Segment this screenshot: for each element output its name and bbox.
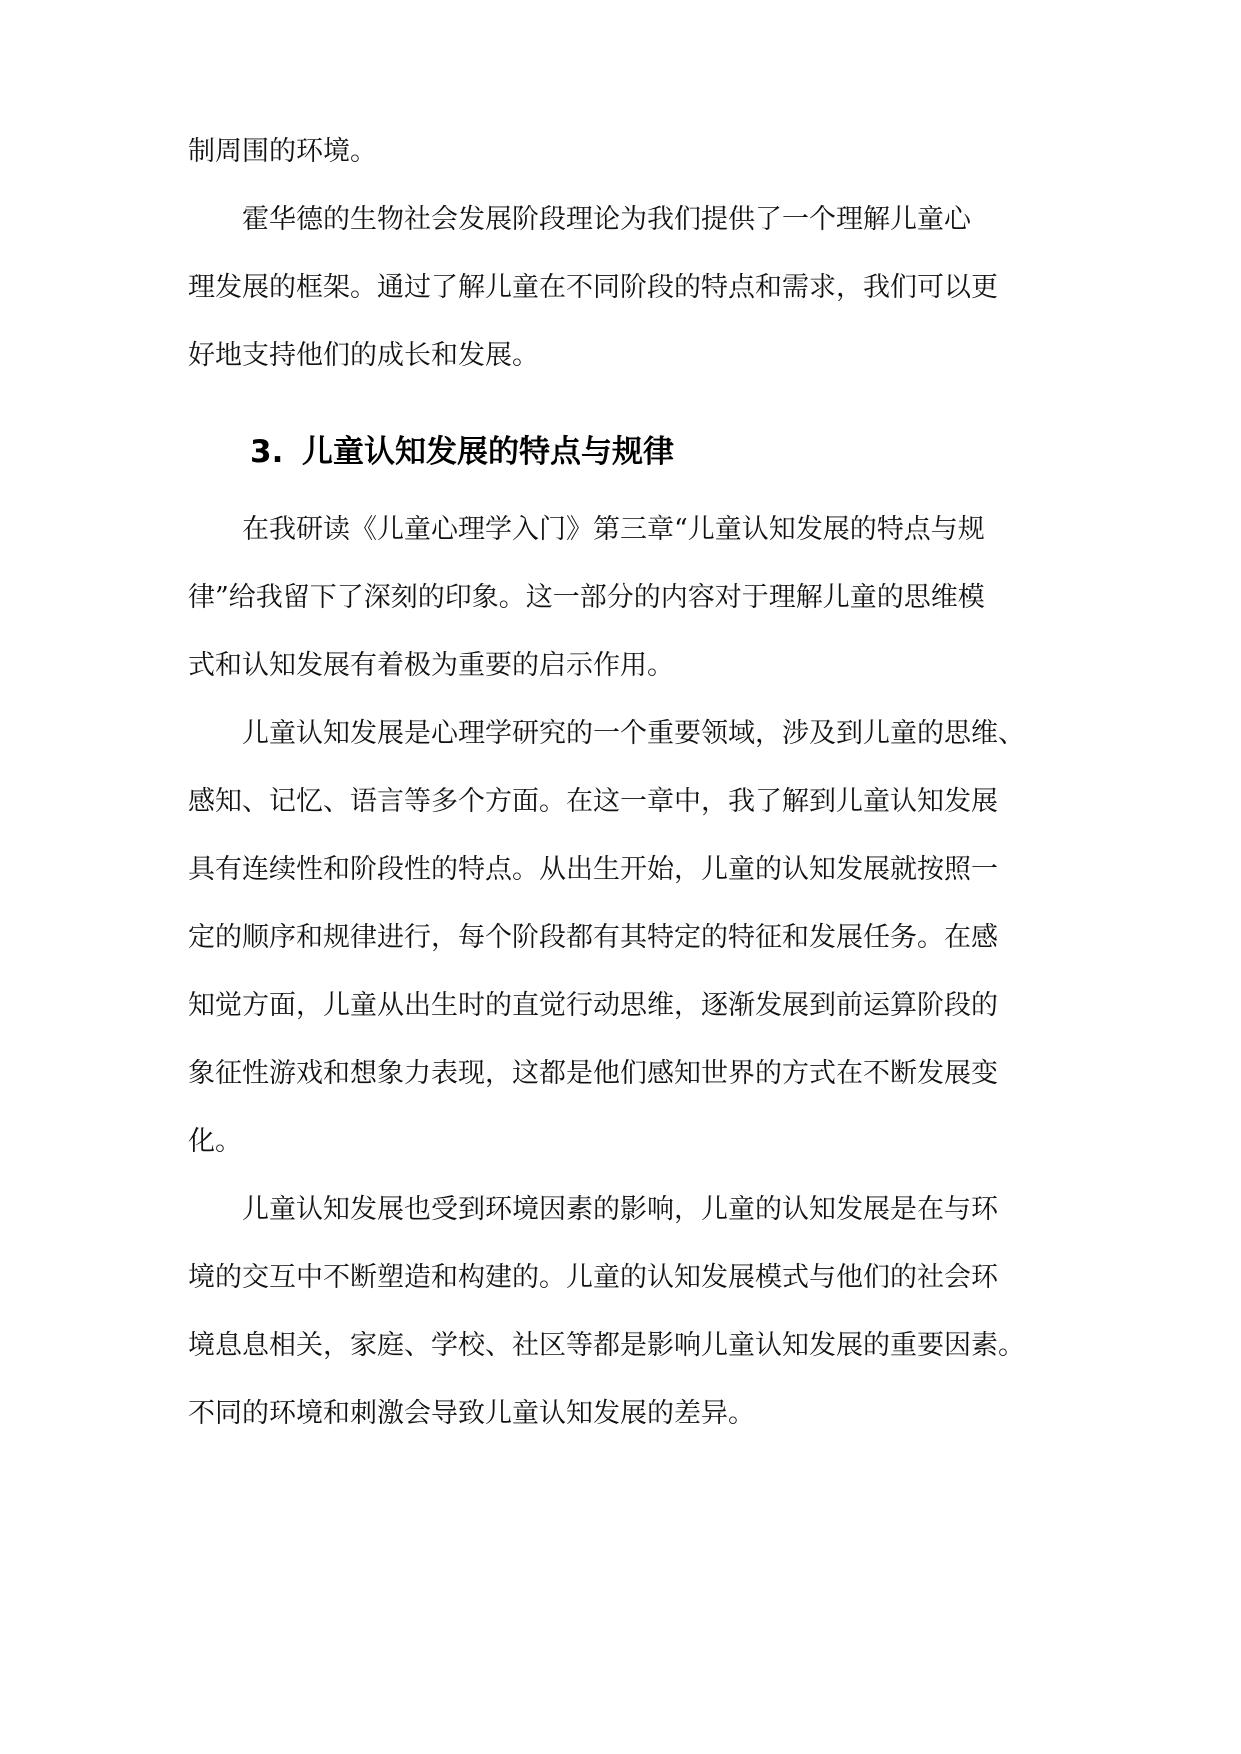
text-line: 化。 xyxy=(188,1126,242,1157)
text-line: 律”给我留下了深刻的印象。这一部分的内容对于理解儿童的思维模 xyxy=(188,582,985,613)
text-line: 不同的环境和刺激会导致儿童认知发展的差异。 xyxy=(188,1398,755,1429)
text-line: 感知、记忆、语言等多个方面。在这一章中，我了解到儿童认知发展 xyxy=(188,786,998,817)
text-line: 知觉方面，儿童从出生时的直觉行动思维，逐渐发展到前运算阶段的 xyxy=(188,990,998,1021)
text-line: 象征性游戏和想象力表现，这都是他们感知世界的方式在不断发展变 xyxy=(188,1058,998,1089)
section-number: 3. xyxy=(250,434,284,470)
text-line: 制周围的环境。 xyxy=(188,136,377,167)
text-line: 定的顺序和规律进行，每个阶段都有其特定的特征和发展任务。在感 xyxy=(188,922,998,953)
text-line: 境息息相关，家庭、学校、社区等都是影响儿童认知发展的重要因素。 xyxy=(188,1330,1025,1361)
section-title: 儿童认知发展的特点与规律 xyxy=(302,434,674,470)
text-line: 在我研读《儿童心理学入门》第三章“儿童认知发展的特点与规 xyxy=(188,514,985,545)
text-line: 儿童认知发展也受到环境因素的影响，儿童的认知发展是在与环 xyxy=(188,1194,998,1225)
text-line: 理发展的框架。通过了解儿童在不同阶段的特点和需求，我们可以更 xyxy=(188,272,998,303)
text-line: 好地支持他们的成长和发展。 xyxy=(188,340,539,371)
text-line: 儿童认知发展是心理学研究的一个重要领域，涉及到儿童的思维、 xyxy=(188,718,1025,749)
text-line: 霍华德的生物社会发展阶段理论为我们提供了一个理解儿童心 xyxy=(188,204,971,235)
text-line: 境的交互中不断塑造和构建的。儿童的认知发展模式与他们的社会环 xyxy=(188,1262,998,1293)
text-line: 具有连续性和阶段性的特点。从出生开始，儿童的认知发展就按照一 xyxy=(188,854,998,885)
text-line: 式和认知发展有着极为重要的启示作用。 xyxy=(188,650,674,681)
section-heading xyxy=(250,432,674,472)
